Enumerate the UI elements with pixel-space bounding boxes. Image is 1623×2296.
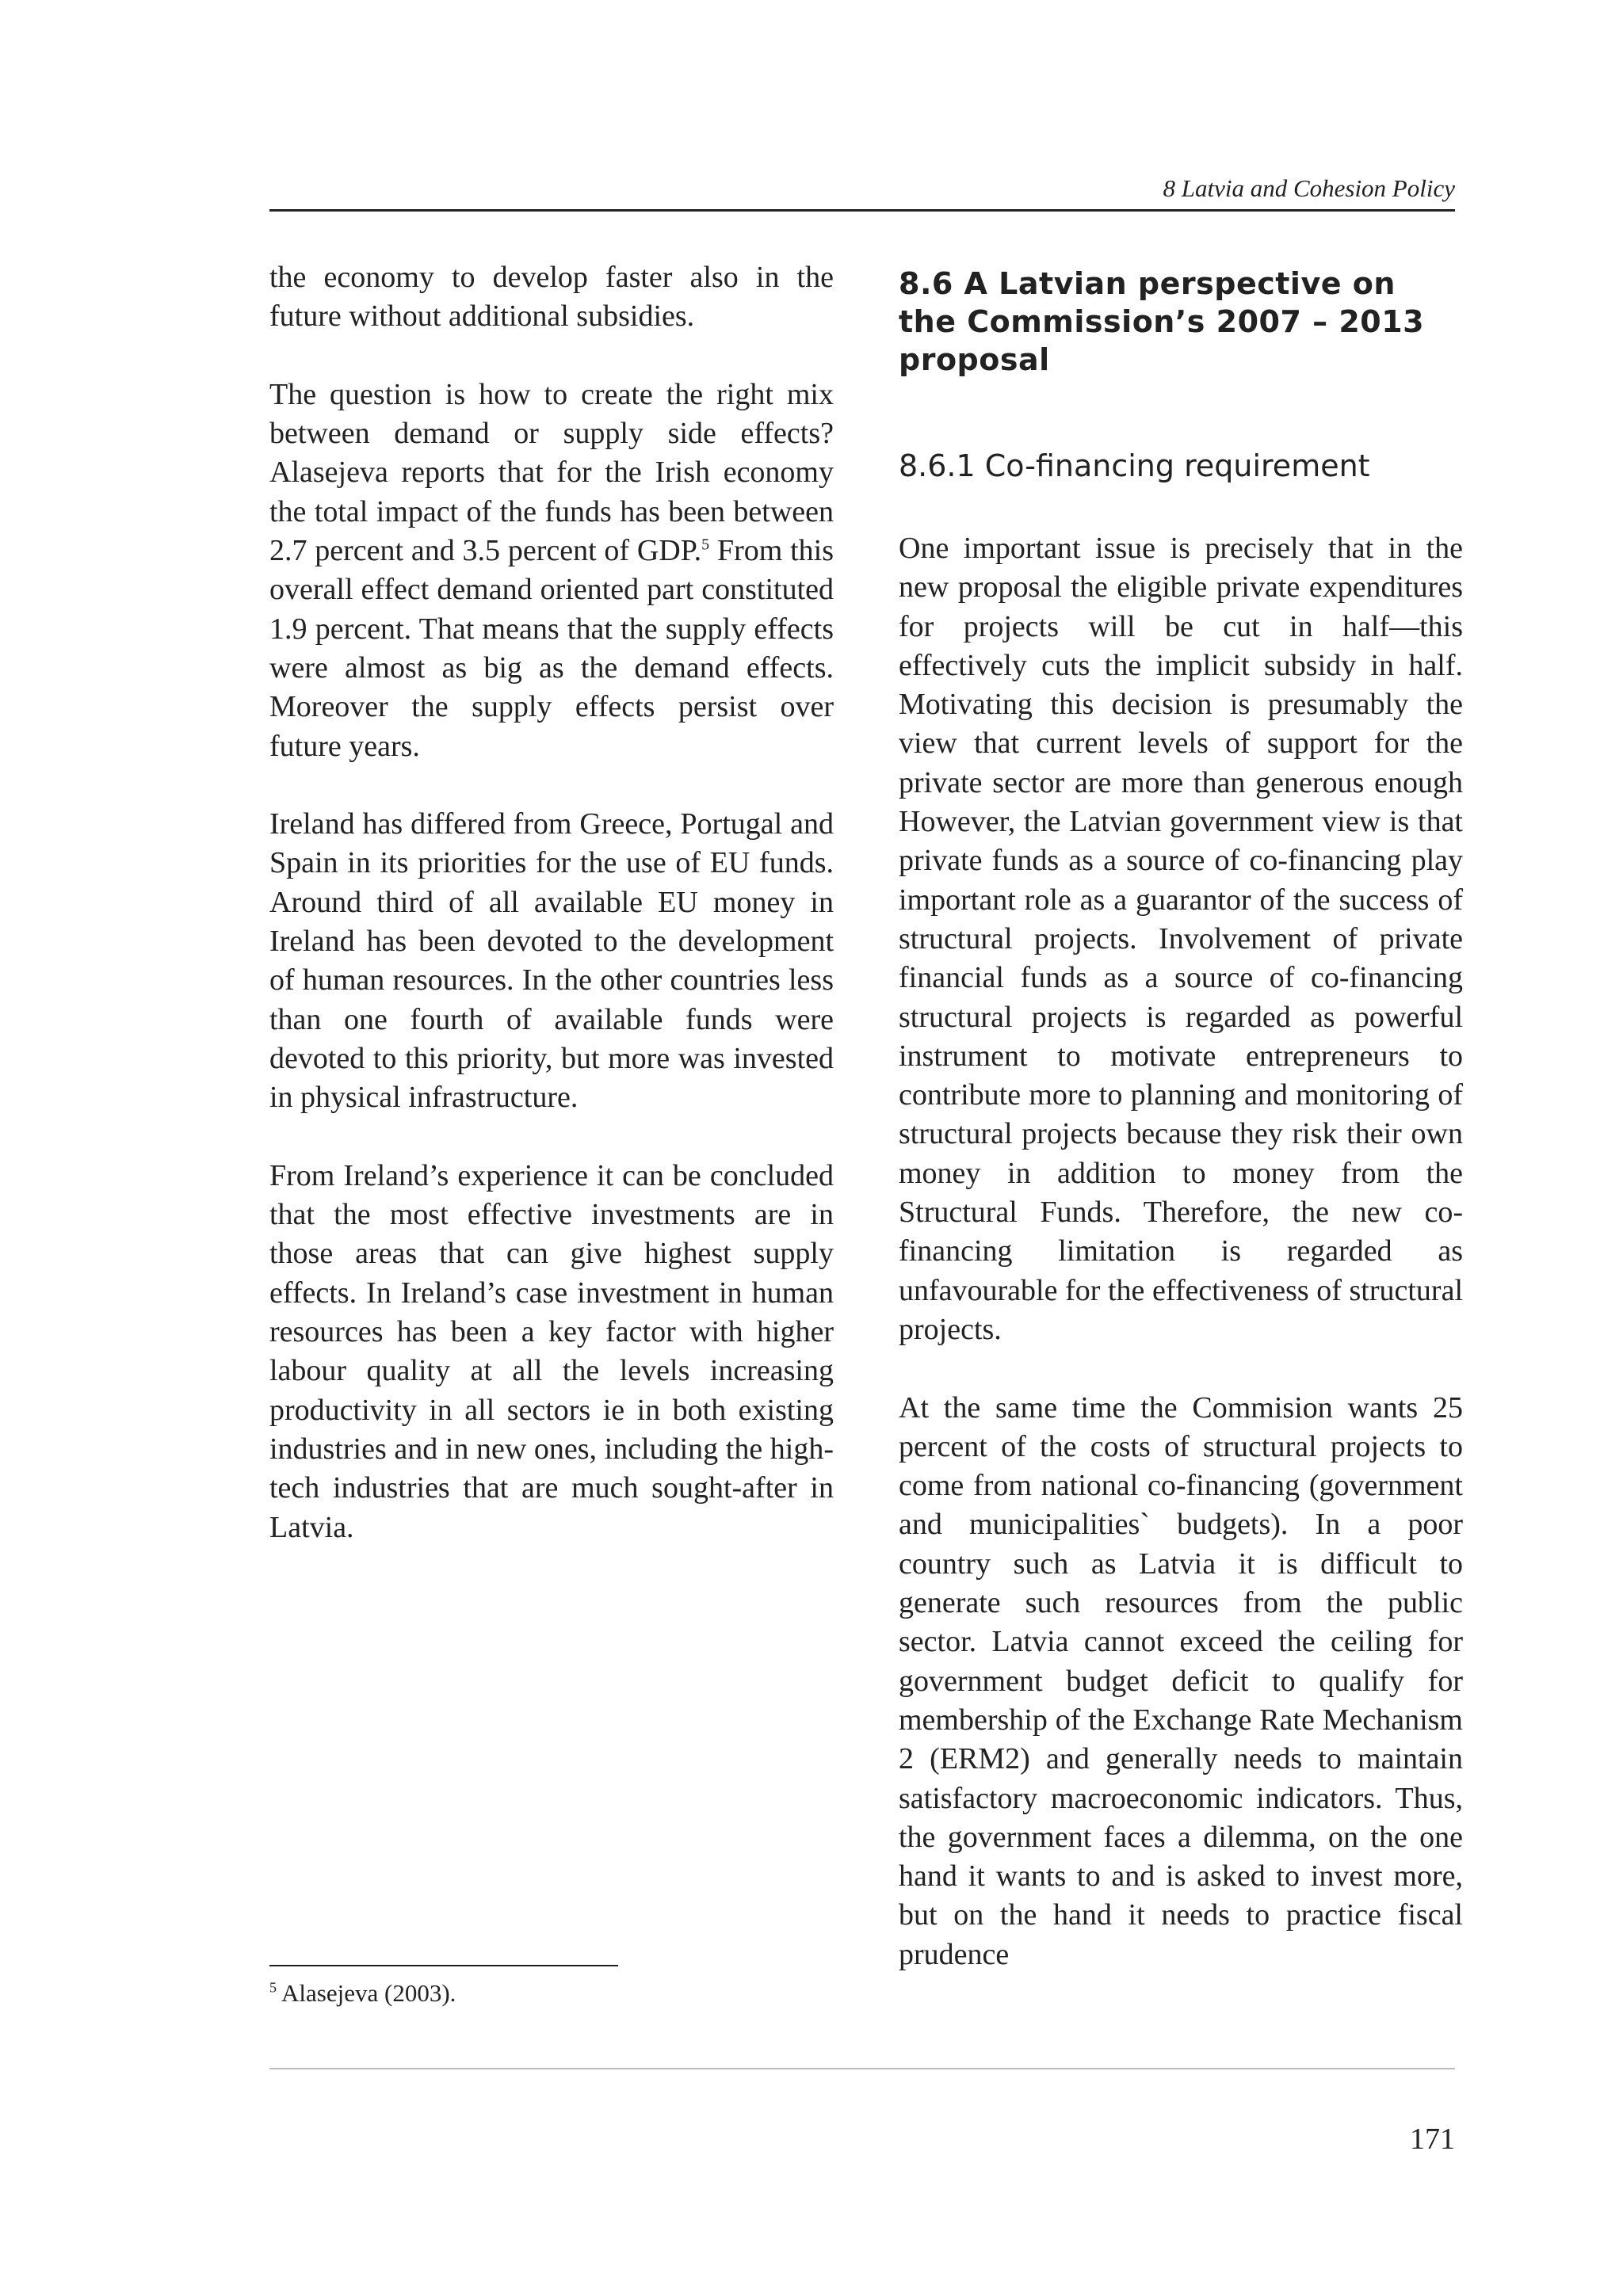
paragraph-with-footnote bbox=[269, 376, 834, 766]
footnote bbox=[269, 1978, 834, 2009]
footnote-reference[interactable]: 5 bbox=[701, 536, 710, 554]
paragraph-text: The question is how to create the right mix between demand or supply side effects? Alasejeva reports that for the Irish economy the total impact of the funds has been between 2.7 percent and 3.5 percent of GDP. bbox=[269, 377, 834, 568]
subsection-heading: 8.6.1 Co-financing requirement bbox=[899, 448, 1370, 483]
paragraph: One important issue is precisely that in the new proposal the eligible private expenditures for projects will be cut in half—this effectively cuts the implicit subsidy in half. Motivating this decision is presumably the view that current levels of support for the private sector are more than generous enough However, the Latvian government view is that private funds as a source of co-financing play important role as a guarantor of the success of structural projects. Involvement of private financial funds as a source of co-financing structural projects is regarded as powerful instrument to motivate entrepreneurs to contribute more to planning and monitoring of structural projects because they risk their own money in addition to money from the Structural Funds. Therefore, the new co-financing limitation is regarded as unfavourable for the effectiveness of structural projects. bbox=[899, 532, 1463, 1346]
footer-rule bbox=[269, 2068, 1455, 2069]
header-rule bbox=[269, 209, 1455, 212]
page-number: 171 bbox=[1410, 2122, 1455, 2156]
paragraph: Ireland has differed from Greece, Portugal and Spain in its priorities for the use of EU funds. Around third of all available EU money in Ireland has been devoted to the development of human resources. In the other countries less than one fourth of available funds were devoted to this priority, but more was invested in physical infrastructure. bbox=[269, 807, 834, 1115]
right-column bbox=[899, 258, 1463, 2013]
footnote-rule bbox=[269, 1965, 618, 1966]
paragraph-text-continued: From this overall effect demand oriented part constituted 1.9 percent. That means that the supply effects were almost as big as the demand effects. Moreover the supply effects persist over future years. bbox=[269, 534, 834, 763]
paragraph: the economy to develop faster also in the future without additional subsidies. bbox=[269, 261, 834, 334]
footnote-text: Alasejeva (2003). bbox=[281, 1979, 456, 2007]
paragraph: From Ireland’s experience it can be concluded that the most effective investments are in those areas that can give highest supply effects. In Ireland’s case investment in human resources has been a key factor with higher labour quality at all the levels increasing productivity in all sectors ie in both existing industries and in new ones, including the high-tech industries that are much sought-after in Latvia. bbox=[269, 1158, 834, 1544]
section-heading: 8.6 A Latvian perspective on the Commission’s 2007 – 2013 proposal bbox=[899, 266, 1425, 377]
paragraph: At the same time the Commision wants 25 percent of the costs of structural projects to come from national co-financing (government and municipalities` budgets). In a poor country such as Latvia it is difficult to generate such resources from the public sector. Latvia cannot exceed the ceiling for government budget deficit to qualify for membership of the Exchange Rate Mechanism 2 (ERM2) and generally needs to maintain satisfactory macroeconomic indicators. Thus, the government faces a dilemma, on the one hand it wants to and is asked to invest more, but on the hand it needs to practice fiscal prudence bbox=[899, 1390, 1463, 1971]
running-header: 8 Latvia and Cohesion Policy bbox=[1163, 174, 1455, 202]
left-column bbox=[269, 258, 834, 1586]
footnote-marker: 5 bbox=[269, 1979, 277, 1996]
